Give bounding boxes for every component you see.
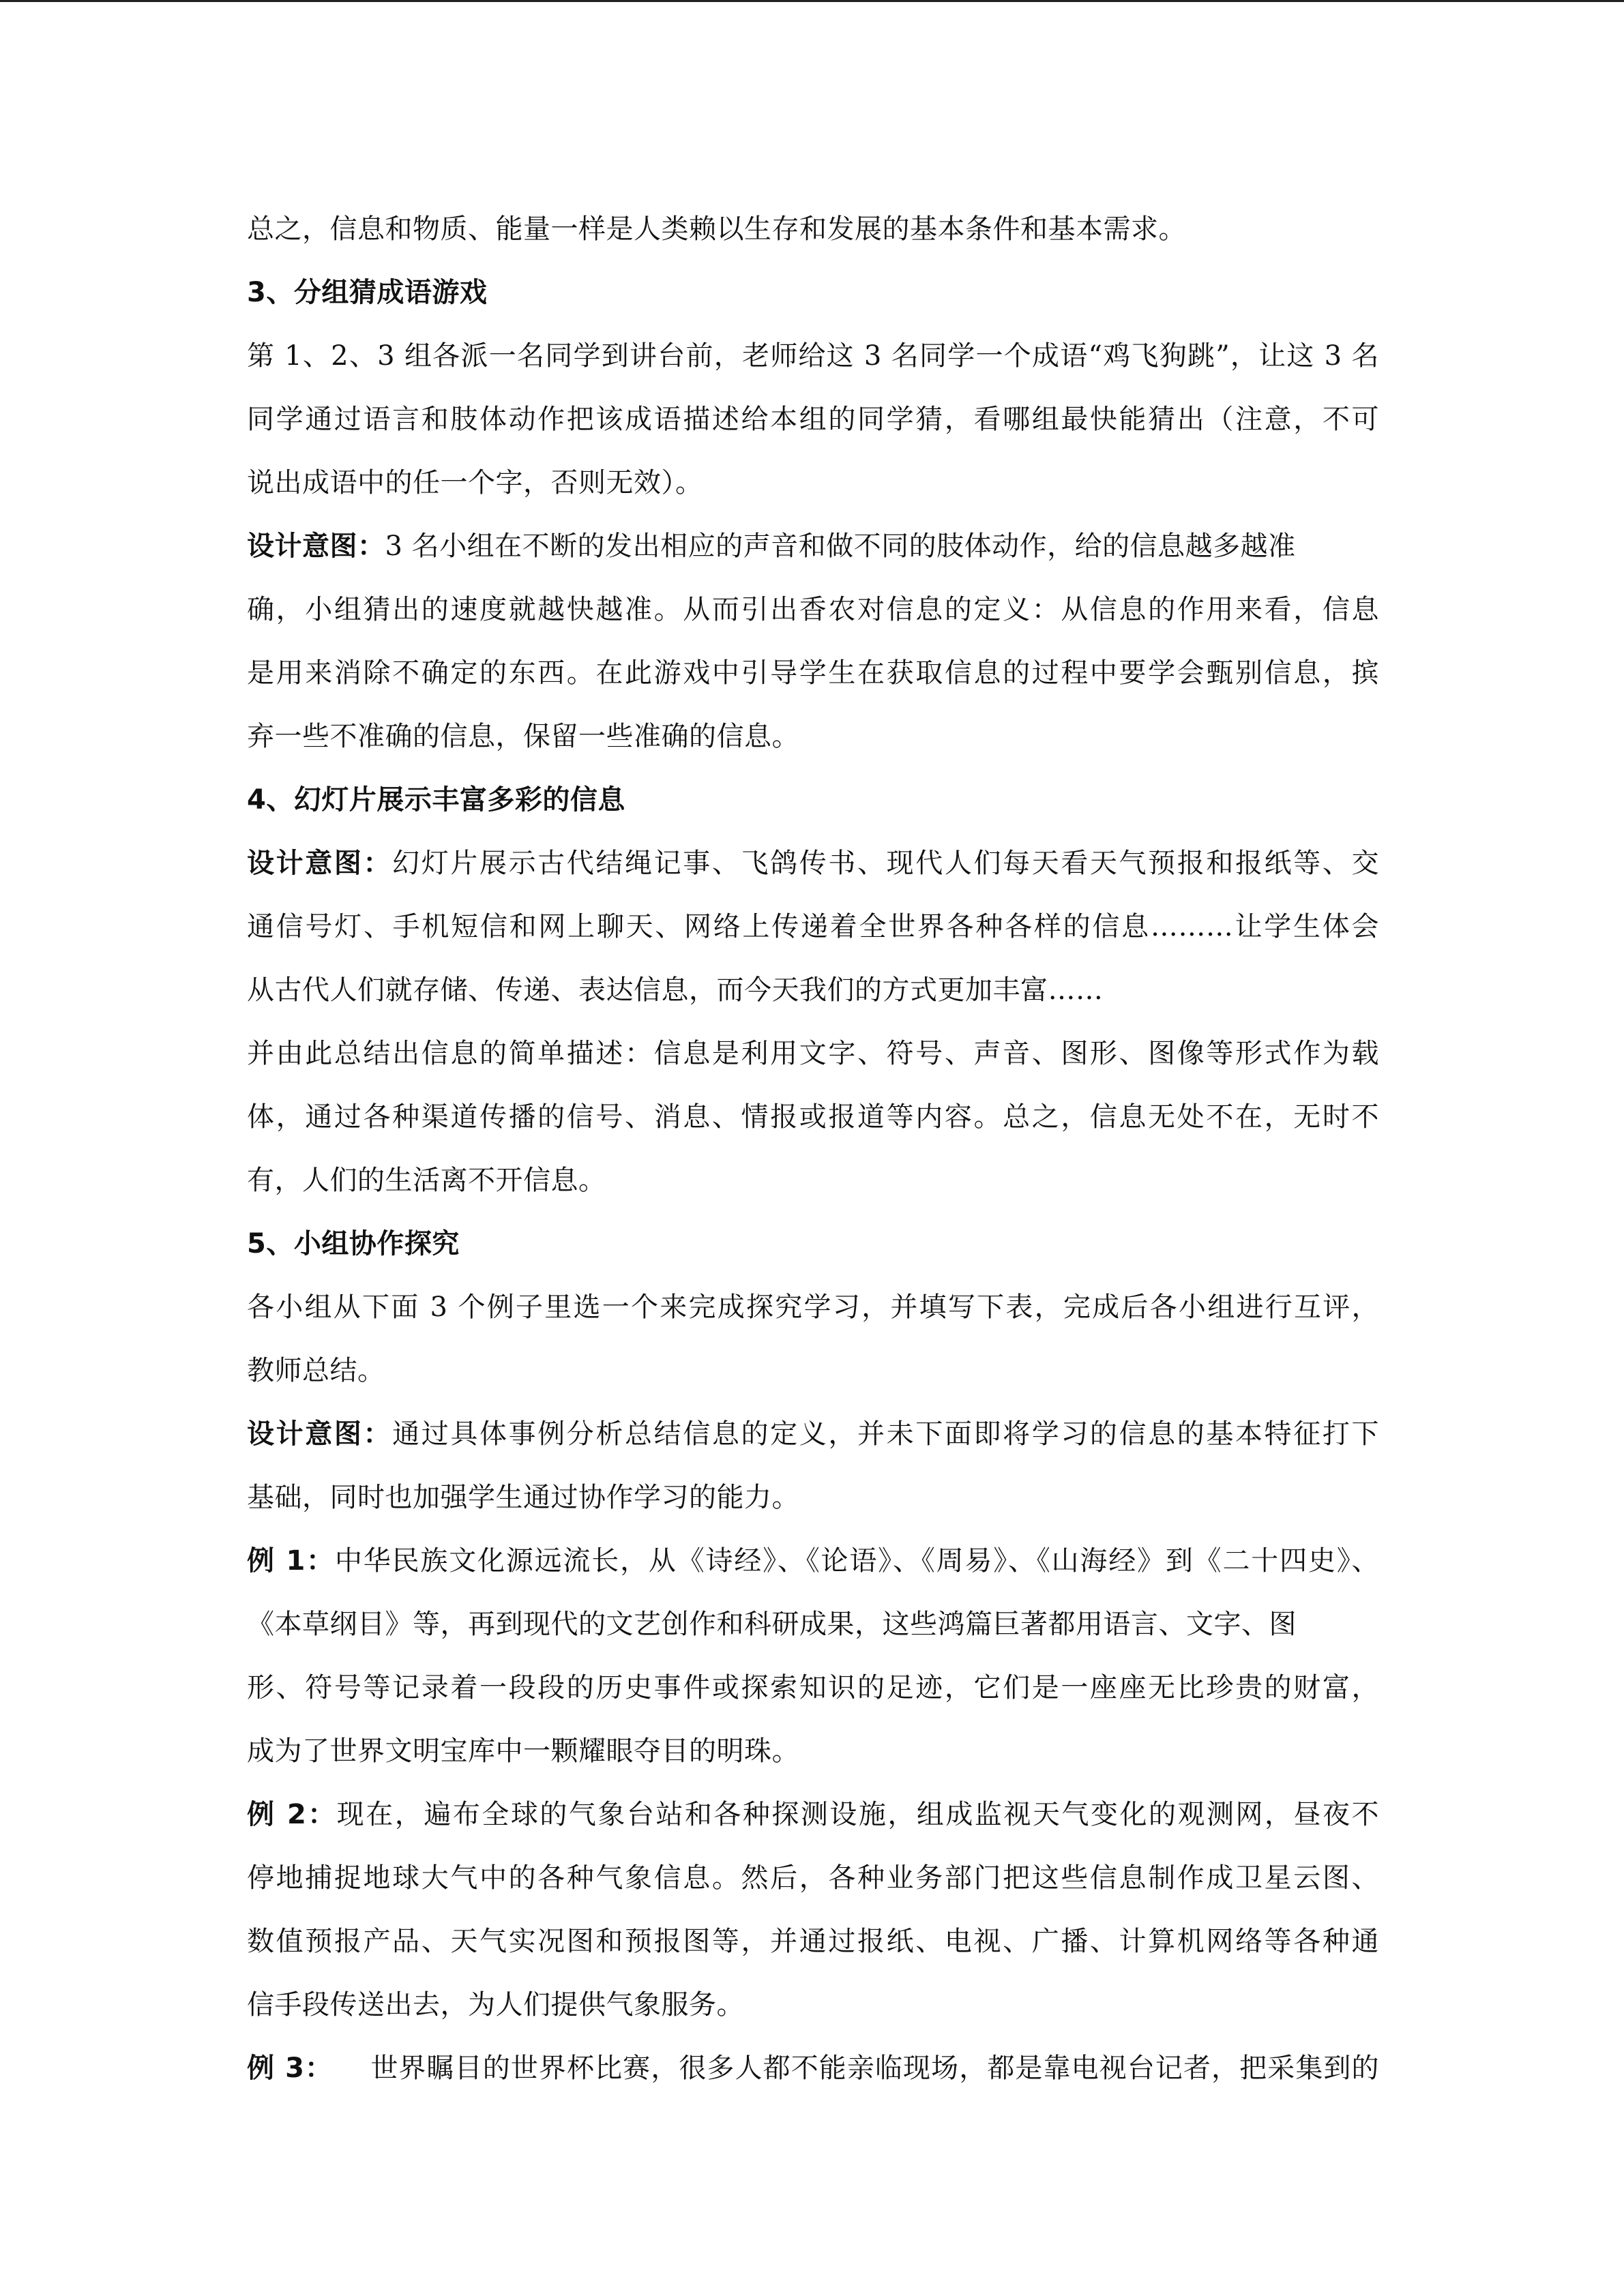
line-text: 总之，信息和物质、能量一样是人类赖以生存和发展的基本条件和基本需求。	[247, 213, 1186, 245]
paragraph-line	[247, 388, 1379, 451]
line-text: 教师总结。	[247, 1355, 385, 1386]
paragraph-line	[247, 1656, 1379, 1720]
paragraph-line	[247, 1022, 1379, 1086]
inline-label: 例 2：	[247, 1799, 337, 1830]
line-text: 弃一些不准确的信息，保留一些准确的信息。	[247, 721, 799, 752]
paragraph-line	[247, 705, 1379, 769]
inline-label: 设计意图：	[247, 531, 385, 562]
paragraph-line	[247, 1276, 1379, 1339]
line-text: 现在，遍布全球的气象台站和各种探测设施，组成监视天气变化的观测网，昼夜不	[336, 1799, 1380, 1830]
line-text: 同学通过语言和肢体动作把该成语描述给本组的同学猜，看哪组最快能猜出（注意，不可	[247, 404, 1379, 435]
paragraph-line	[247, 1086, 1379, 1149]
line-text: 信手段传送出去，为人们提供气象服务。	[247, 1989, 744, 2021]
inline-label: 例 3：	[247, 2053, 334, 2084]
paragraph-line	[247, 198, 1379, 261]
line-text: 停地捕捉地球大气中的各种气象信息。然后，各种业务部门把这些信息制作成卫星云图、	[247, 1862, 1379, 1894]
paragraph-line	[247, 1783, 1379, 1847]
section-heading: 4、幻灯片展示丰富多彩的信息	[247, 784, 625, 816]
line-text: 并由此总结出信息的简单描述：信息是利用文字、符号、声音、图形、图像等形式作为载	[247, 1038, 1379, 1069]
line-text: 确，小组猜出的速度就越快越准。从而引出香农对信息的定义：从信息的作用来看，信息	[247, 594, 1379, 625]
line-text: 从古代人们就存储、传递、表达信息，而今天我们的方式更加丰富……	[247, 974, 1104, 1006]
paragraph-line	[247, 1530, 1379, 1593]
paragraph-line	[247, 515, 1379, 578]
line-text: 通过具体事例分析总结信息的定义，并未下面即将学习的信息的基本特征打下	[392, 1418, 1380, 1450]
line-text: 体，通过各种渠道传播的信号、消息、情报或报道等内容。总之，信息无处不在，无时不	[247, 1101, 1379, 1133]
inline-label: 例 1：	[247, 1545, 335, 1577]
paragraph-line	[247, 325, 1379, 388]
paragraph-line	[247, 642, 1379, 705]
line-text: 世界瞩目的世界杯比赛，很多人都不能亲临现场，都是靠电视台记者，把采集到的	[333, 2053, 1379, 2084]
page-top-border	[0, 0, 1624, 2]
line-text: 说出成语中的任一个字，否则无效）。	[247, 467, 703, 498]
line-text: 有，人们的生活离不开信息。	[247, 1165, 606, 1196]
inline-label: 设计意图：	[247, 848, 393, 879]
line-text: 第 1、2、3 组各派一名同学到讲台前，老师给这 3 名同学一个成语“鸡飞狗跳”，让这 3 名	[247, 340, 1379, 372]
line-text: 基础，同时也加强学生通过协作学习的能力。	[247, 1482, 799, 1513]
line-text: 3 名小组在不断的发出相应的声音和做不同的肢体动作，给的信息越多越准	[385, 531, 1296, 562]
document-body	[247, 198, 1379, 2100]
paragraph-line	[247, 1720, 1379, 1783]
section-heading: 3、分组猜成语游戏	[247, 277, 488, 308]
section-heading: 5、小组协作探究	[247, 1228, 460, 1259]
line-text: 幻灯片展示古代结绳记事、飞鸽传书、现代人们每天看天气预报和报纸等、交	[392, 848, 1380, 879]
paragraph-line	[247, 959, 1379, 1022]
paragraph-line	[247, 1973, 1379, 2037]
paragraph-line	[247, 2037, 1379, 2100]
inline-label: 设计意图：	[247, 1418, 393, 1450]
line-text: 中华民族文化源远流长，从《诗经》、《论语》、《周易》、《山海经》到《二十四史》、	[335, 1545, 1380, 1577]
line-text: 形、符号等记录着一段段的历史事件或探索知识的足迹，它们是一座座无比珍贵的财富，	[247, 1672, 1379, 1703]
line-text: 通信号灯、手机短信和网上聊天、网络上传递着全世界各种各样的信息………让学生体会	[247, 911, 1379, 942]
paragraph-line	[247, 1149, 1379, 1212]
line-text: 各小组从下面 3 个例子里选一个来完成探究学习，并填写下表，完成后各小组进行互评，	[247, 1292, 1379, 1323]
paragraph-line	[247, 1403, 1379, 1466]
line-text: 是用来消除不确定的东西。在此游戏中引导学生在获取信息的过程中要学会甄别信息，摈	[247, 657, 1379, 689]
line-text: 数值预报产品、天气实况图和预报图等，并通过报纸、电视、广播、计算机网络等各种通	[247, 1926, 1379, 1957]
paragraph-line	[247, 1339, 1379, 1403]
paragraph-line	[247, 1466, 1379, 1530]
paragraph-line	[247, 895, 1379, 959]
line-text: 《本草纲目》等，再到现代的文艺创作和科研成果，这些鸿篇巨著都用语言、文字、图	[247, 1609, 1297, 1640]
paragraph-line	[247, 1910, 1379, 1973]
line-text: 成为了世界文明宝库中一颗耀眼夺目的明珠。	[247, 1735, 799, 1767]
paragraph-line	[247, 832, 1379, 895]
paragraph-line	[247, 451, 1379, 515]
paragraph-line	[247, 578, 1379, 642]
paragraph-line	[247, 1593, 1379, 1656]
paragraph-line	[247, 1847, 1379, 1910]
